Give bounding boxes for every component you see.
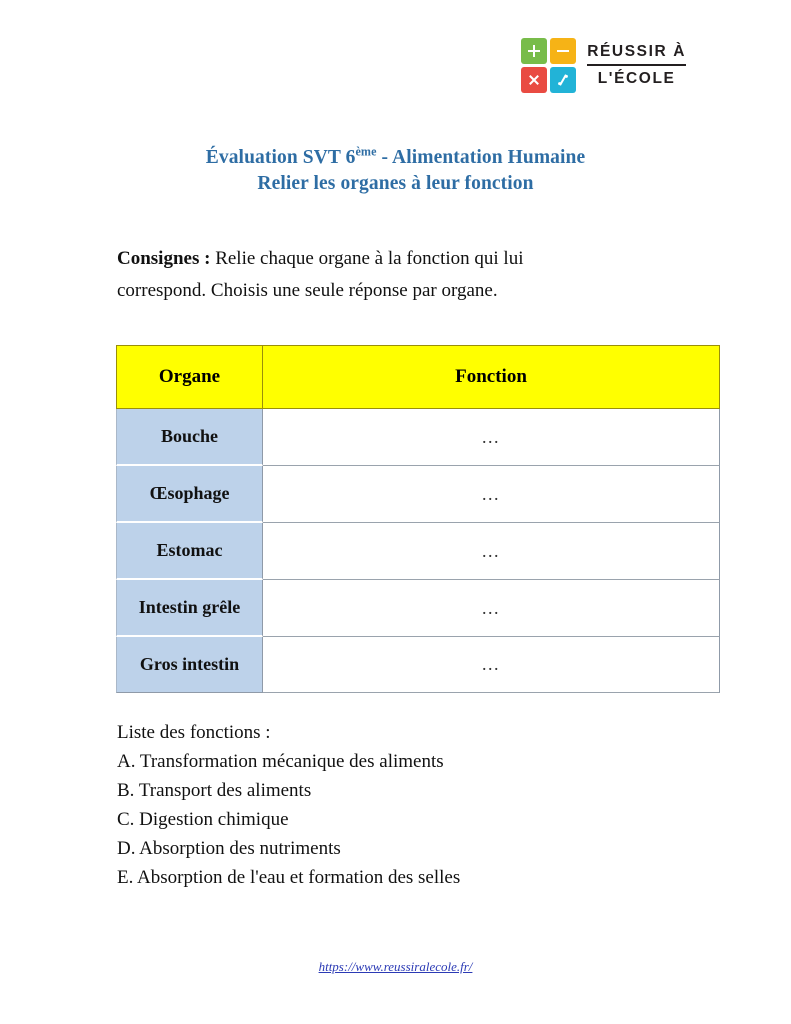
function-list-heading: Liste des fonctions : — [117, 722, 271, 743]
answer-cell-oesophage[interactable]: ... — [263, 466, 720, 523]
organ-cell-gros-intestin: Gros intestin — [116, 637, 263, 693]
instructions-label: Consignes : — [117, 248, 211, 269]
instructions-text: Relie chaque organe à la fonction qui lui correspond. Choisis une seule réponse par organe. — [117, 248, 524, 301]
organ-cell-estomac: Estomac — [116, 523, 263, 580]
organ-function-table — [116, 345, 720, 693]
function-option-b: B. Transport des aliments — [117, 780, 312, 801]
function-option-c: C. Digestion chimique — [117, 809, 289, 830]
footer-website-link[interactable]: https://www.reussiralecole.fr/ — [318, 959, 473, 974]
title-line-1-after: - Alimentation Humaine — [376, 147, 586, 168]
title-line-1 — [0, 145, 791, 171]
table-header-row — [116, 345, 720, 409]
organ-cell-intestin-grele: Intestin grêle — [116, 580, 263, 637]
logo-line-1: RÉUSSIR À — [587, 43, 686, 61]
answer-cell-bouche[interactable]: ... — [263, 409, 720, 466]
title-line-2: Relier les organes à leur fonction — [257, 173, 534, 194]
title-grade-superscript: ème — [355, 144, 377, 159]
table-row — [116, 466, 720, 523]
plus-icon — [521, 38, 547, 64]
site-logo — [521, 38, 686, 93]
organ-cell-bouche: Bouche — [116, 409, 263, 466]
logo-line-2: L'ÉCOLE — [597, 70, 676, 88]
table-row — [116, 523, 720, 580]
answer-cell-gros-intestin[interactable]: ... — [263, 637, 720, 693]
answer-cell-intestin-grele[interactable]: ... — [263, 580, 720, 637]
function-list-block — [117, 718, 677, 892]
function-option-a: A. Transformation mécanique des aliments — [117, 751, 444, 772]
multiply-icon — [521, 67, 547, 93]
organ-function-table-wrapper — [116, 345, 720, 693]
organ-cell-oesophage: Œsophage — [116, 466, 263, 523]
instructions-block — [117, 243, 617, 307]
table-row — [116, 637, 720, 693]
minus-icon — [550, 38, 576, 64]
column-header-fonction: Fonction — [263, 345, 720, 409]
column-header-organe: Organe — [116, 345, 263, 409]
answer-cell-estomac[interactable]: ... — [263, 523, 720, 580]
title-line-1-before: Évaluation SVT 6 — [205, 147, 356, 168]
table-row — [116, 409, 720, 466]
function-option-e: E. Absorption de l'eau et formation des selles — [117, 867, 461, 888]
page-title — [0, 145, 791, 197]
divide-icon — [550, 67, 576, 93]
footer — [0, 958, 791, 976]
logo-wordmark — [587, 44, 686, 87]
logo-icon-grid — [521, 38, 576, 93]
function-option-d: D. Absorption des nutriments — [117, 838, 341, 859]
table-row — [116, 580, 720, 637]
